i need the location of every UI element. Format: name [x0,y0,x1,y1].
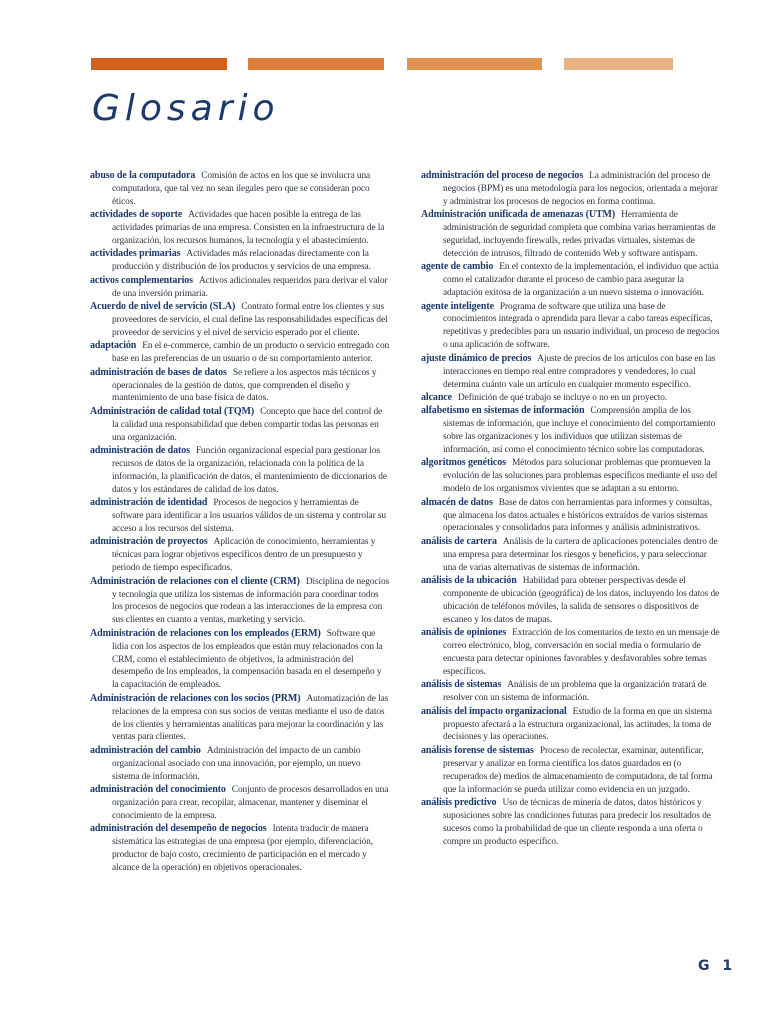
glossary-definition: Automatización de las relaciones de la empresa con sus socios de ventas mediante el uso de datos de los clientes y herramientas analíticas para mejorar la coordinación y las ventas para clientes. [112,693,389,743]
glossary-term: alfabetismo en sistemas de información [421,405,585,417]
glossary-term: activos complementarios [90,274,193,286]
glossary-term: Administración de relaciones con los socios (PRM) [90,692,301,704]
glossary-entry [90,576,390,628]
glossary-definition: Software que lidia con los aspectos de los empleados que están muy relacionados con la CRM, como el establecimiento de objetivos, la administración del desempeño de los empleados, la compensación basada en el desempeño y la capacitación de empleados. [112,628,383,691]
glossary-definition: Actividades más relacionadas directamente con la producción y distribución de los productos y servicios de una empresa. [112,249,371,273]
glossary-term: análisis del impacto organizacional [421,705,567,717]
glossary-definition: Intenta traducir de manera sistemática las estrategias de una empresa (por ejemplo, diferenciación, productor de bajo costo, crecimiento de participación en el mercado y alcance de la operación) en objetivos operacionales. [112,824,373,874]
color-bar-3 [407,58,542,70]
glossary-definition: Concepto que hace del control de la calidad una responsabilidad que deben compartir todas las personas en una organización. [112,406,383,443]
glossary-term: administración del proceso de negocios [421,170,584,181]
glossary-term: análisis predictivo [421,797,497,808]
glossary-term: actividades primarias [90,248,181,260]
glossary-definition: Disciplina de negocios y tecnología que utiliza los sistemas de información para coordinar todos los procesos de negocios que rodean a las interacciones de la empresa con sus clientes en cuanto a ventas, marketing y servicio. [112,576,390,626]
glossary-definition: La administración del proceso de negocios (BPM) es una metodología para los negocios, orientada a mejorar y administrar los procesos de negocios en forma continua. [443,171,718,207]
glossary-definition: Función organizacional especial para gestionar los recursos de datos de la organización, relacionada con la política de la información, la planificación de datos, el mantenimiento de diccionarios de datos y los estándares de calidad de los datos. [112,446,387,495]
glossary-entry [90,367,390,406]
glossary-term: Acuerdo de nivel de servicio (SLA) [90,301,236,313]
glossary-definition: Proceso de recolectar, examinar, autentificar, preservar y analizar en forma científica los datos guardados en (o recuperados de) medios de almacenamiento de computadora, de tal forma que la información se pueda utilizar como evidencia en un juzgado. [443,745,713,795]
glossary-column-left [90,170,390,875]
glossary-definition: Comprensión amplia de los sistemas de información, que incluye el conocimiento del comportamiento sobre las organizaciones y los individuos que utilizan sistemas de información, así como el conocimiento técnico sobre las computadoras. [443,406,716,456]
glossary-term: agente inteligente [421,300,494,312]
glossary-term: administración de proyectos [90,536,208,548]
glossary-definition: Herramienta de administración de seguridad completa que combina varias herramientas de seguridad, incluyendo firewalls, redes privadas virtuales, sistemas de detección de intrusos, filtrado de contenido Web y software antispam. [443,210,716,259]
glossary-entry [421,575,721,627]
glossary-term: adaptación [90,340,137,352]
glossary-term: administración de identidad [90,497,208,509]
glossary-term: Administración de relaciones con los empleados (ERM) [90,627,321,639]
glossary-definition: Se refiere a los aspectos más técnicos y operacionales de la gestión de datos, que comprenden el diseño y mantenimiento de una base física de datos. [112,367,377,404]
glossary-entry [421,457,721,496]
glossary-term: ajuste dinámico de precios [421,352,532,364]
glossary-entry [90,628,390,693]
glossary-entry [421,627,721,679]
glossary-term: administración de datos [90,445,190,457]
glossary-entry [421,301,721,353]
glossary-definition: Habilidad para obtener perspectivas desde el componente de ubicación (geográfica) de los datos, incluyendo los datos de ubicación de teléfonos móviles, la salida de sensores o dispositivos de escaneo y los datos de mapas. [443,576,720,625]
glossary-term: análisis de opiniones [421,627,507,639]
glossary-definition: Ajuste de precios de los artículos con base en las interacciones en tiempo real entre compradores y vendedores, lo cual determina cuánto vale un artículo en cualquier momento específico. [443,353,716,390]
glossary-definition: Extracción de los comentarios de texto en un mensaje de correo electrónico, blog, conversación en social media o formulario de encuesta para detectar opiniones favorables y desfavorables sobre temas específicos. [443,628,720,677]
glossary-term: almacén de datos [421,496,493,508]
glossary-definition: En el e-commerce, cambio de un producto o servicio entregado con base en las preferencias de un usuario o de su comportamiento anterior. [112,341,390,365]
color-bar-2 [248,58,384,70]
glossary-entry [421,353,721,392]
glossary-term: administración del conocimiento [90,784,226,796]
glossary-term: análisis de sistemas [421,679,502,691]
glossary-entry [421,797,721,849]
glossary-entry [421,497,721,536]
glossary-entry [90,248,390,274]
glossary-term: Administración unificada de amenazas (UTM) [421,209,616,221]
glossary-entry [421,261,721,300]
glossary-entry [90,406,390,445]
page-number: G 1 [698,958,737,974]
glossary-term: Administración de relaciones con el cliente (CRM) [90,575,300,587]
glossary-entry [90,275,390,301]
glossary-entry [90,497,390,536]
glossary-definition: Análisis de la cartera de aplicaciones potenciales dentro de una empresa para determinar los riesgos y beneficios, y para seleccionar una de varias alternativas de sistemas de información. [443,536,718,573]
glossary-entry [421,745,721,797]
glossary-entry [421,679,721,705]
glossary-term: algoritmos genéticos [421,457,506,469]
glossary-term: agente de cambio [421,261,494,273]
glossary-term: análisis forense de sistemas [421,744,534,756]
color-bar-1 [91,58,227,70]
glossary-definition: Procesos de negocios y herramientas de software para identificar a los usuarios válidos de un sistema y controlar su acceso a los recursos del sistema. [112,498,386,534]
page-title: Glosario [92,88,280,129]
glossary-definition: Aplicación de conocimiento, herramientas y técnicas para lograr objetivos específicos dentro de un presupuesto y periodo de tiempo especificados. [112,537,376,574]
glossary-term: abuso de la computadora [90,170,196,181]
glossary-definition: En el contexto de la implementación, el individuo que actúa como el catalizador durante el proceso de cambio para asegurar la adaptación exitosa de la organización a un nuevo sistema o innovación. [443,262,719,299]
glossary-term: administración de bases de datos [90,366,227,378]
glossary-definition: Uso de técnicas de minería de datos, datos históricos y suposiciones sobre las condiciones futuras para predecir los resultados de sucesos como la probabilidad de que un cliente responda a una oferta o compre un producto específico. [443,798,711,847]
glossary-definition: Administración del impacto de un cambio organizacional asociado con una innovación, por ejemplo, un nuevo sistema de información. [112,745,361,782]
glossary-entry [90,209,390,248]
glossary-entry [421,170,721,209]
glossary-entry [421,392,721,405]
glossary-definition: Conjunto de procesos desarrollados en una organización para crear, recopilar, almacenar, mantener y diseminar el conocimiento de la empresa. [112,785,389,821]
glossary-entry [90,784,390,823]
glossary-term: actividades de soporte [90,209,183,221]
glossary-definition: Estudio de la forma en que un sistema propuesto afectará a la estructura organizacional, las actitudes, la toma de decisiones y las operaciones. [443,706,712,743]
glossary-column-right [421,170,721,849]
glossary-entry [421,209,721,261]
glossary-term: análisis de cartera [421,535,497,547]
color-bar-4 [564,58,673,70]
glossary-entry [90,693,390,745]
glossary-term: administración del desempeño de negocios [90,823,267,835]
glossary-term: alcance [421,391,452,403]
glossary-entry [90,340,390,366]
glossary-entry [90,823,390,875]
glossary-definition: Activos adicionales requeridos para derivar el valor de una inversión primaria. [112,275,388,299]
header-color-bars [91,58,673,70]
glossary-entry [90,301,390,340]
glossary-definition: Análisis de un problema que la organización tratará de resolver con un sistema de información. [443,680,707,704]
glossary-term: análisis de la ubicación [421,575,517,587]
glossary-term: administración del cambio [90,744,201,756]
glossary-entry [421,405,721,457]
glossary-entry [90,445,390,497]
glossary-entry [421,536,721,575]
glossary-definition: Base de datos con herramientas para informes y consultas, que almacena los datos actuales e históricos extraídos de varios sistemas operacionales y consolidados para informes y análisis administrativos. [443,497,712,534]
glossary-definition: Programa de software que utiliza una base de conocimientos integrada o aprendida para llevar a cabo tareas específicas, repetitivas y predecibles para un usuario individual, un proceso de negocios o una aplicación de software. [443,301,720,351]
glossary-definition: Definición de qué trabajo se incluye o no en un proyecto. [457,392,668,403]
glossary-term: Administración de calidad total (TQM) [90,405,255,417]
glossary-definition: Comisión de actos en los que se involucra una computadora, que tal vez no sean ilegales pero que se consideran poco éticos. [112,171,371,207]
glossary-entry [90,536,390,575]
glossary-entry [90,170,390,209]
glossary-definition: Contrato formal entre los clientes y sus proveedores de servicio, el cual define las responsabilidades específicas del proveedor de servicios y el nivel de servicio esperado por el cliente. [112,302,388,338]
glossary-entry [90,745,390,784]
glossary-definition: Actividades que hacen posible la entrega de las actividades primarias de una empresa. Consisten en la infraestructura de la organización, los recursos humanos, la tecnología y el abastecimiento. [112,210,385,247]
glossary-entry [421,706,721,745]
glossary-definition: Métodos para solucionar problemas que promueven la evolución de las soluciones para problemas específicos mediante el uso del modelo de los organismos vivientes que se adaptan a su entorno. [443,458,718,495]
